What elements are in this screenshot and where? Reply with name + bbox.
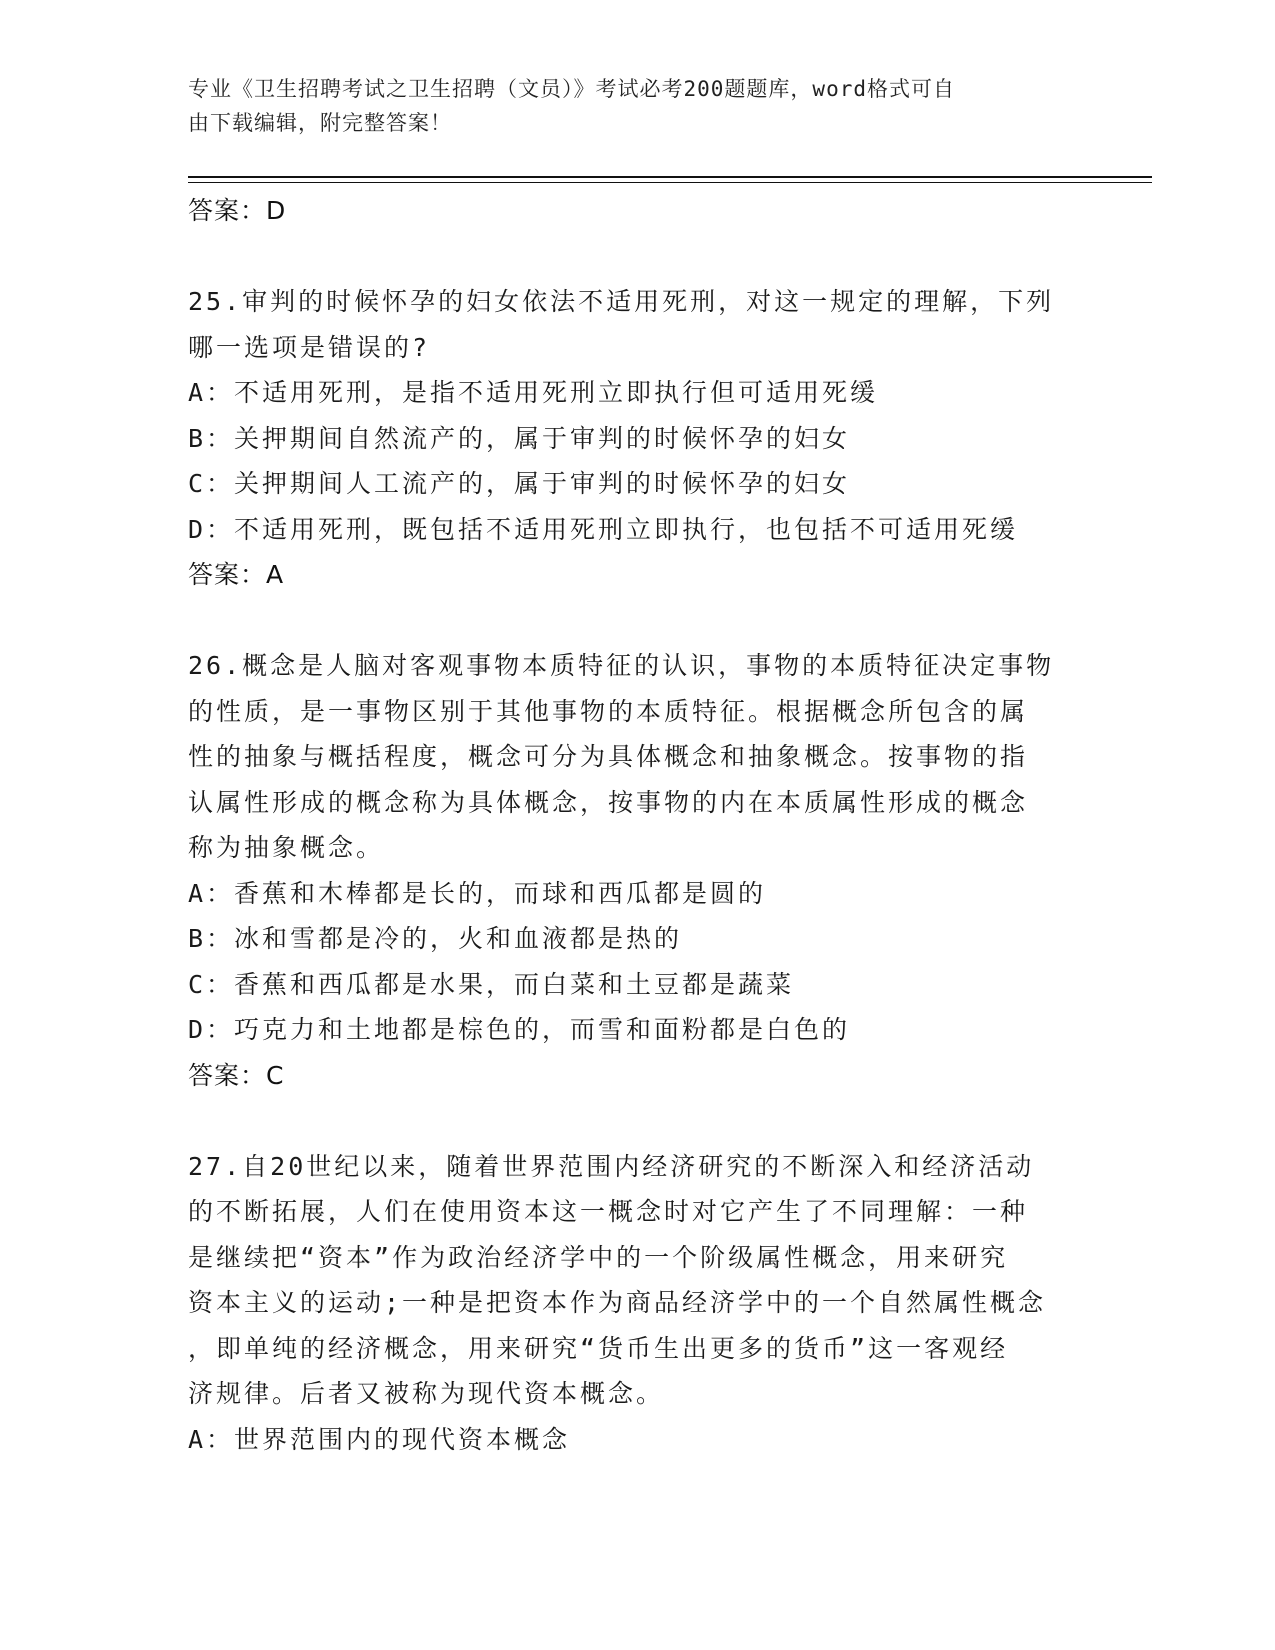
question-26-line-4: 认属性形成的概念称为具体概念，按事物的内在本质属性形成的概念 — [188, 787, 1029, 817]
question-26-line-5: 称为抽象概念。 — [188, 833, 385, 862]
question-27-line-1: 27.自20世纪以来，随着世界范围内经济研究的不断深入和经济活动 — [188, 1151, 1035, 1181]
answer-26: 答案：C — [188, 1060, 285, 1090]
header-rule-thin — [188, 182, 1152, 183]
question-25-option-c: C：关押期间人工流产的，属于审判的时候怀孕的妇女 — [188, 469, 851, 498]
header-rule-thick — [188, 176, 1152, 178]
question-25-option-a: A：不适用死刑，是指不适用死刑立即执行但可适用死缓 — [188, 378, 879, 407]
question-25-line-1: 25.审判的时候怀孕的妇女依法不适用死刑，对这一规定的理解，下列 — [188, 287, 1055, 316]
question-26 — [188, 643, 1088, 1098]
question-26-option-a: A：香蕉和木棒都是长的，而球和西瓜都是圆的 — [188, 878, 767, 908]
answer-24: 答案：D — [188, 196, 287, 225]
question-27 — [188, 1144, 1088, 1463]
question-27-line-3: 是继续把“资本”作为政治经济学中的一个阶级属性概念，用来研究 — [188, 1242, 1009, 1272]
header-line-2: 由下载编辑，附完整答案！ — [188, 111, 452, 135]
spacer — [188, 598, 1088, 644]
question-26-line-2: 的性质，是一事物区别于其他事物的本质特征。根据概念所包含的属 — [188, 696, 1029, 726]
question-26-line-3: 性的抽象与概括程度，概念可分为具体概念和抽象概念。按事物的指 — [188, 742, 1029, 771]
question-26-option-b: B：冰和雪都是冷的，火和血液都是热的 — [188, 924, 683, 953]
question-27-line-4: 资本主义的运动;一种是把资本作为商品经济学中的一个自然属性概念 — [188, 1288, 1047, 1317]
question-content — [188, 188, 1088, 1462]
header-line-1: 专业《卫生招聘考试之卫生招聘（文员）》考试必考200题题库，word格式可自 — [188, 77, 955, 101]
question-27-option-a: A：世界范围内的现代资本概念 — [188, 1424, 571, 1454]
spacer — [188, 1098, 1088, 1144]
page-header — [188, 72, 1068, 140]
question-26-option-d: D：巧克力和土地都是棕色的，而雪和面粉都是白色的 — [188, 1015, 851, 1044]
question-27-line-6: 济规律。后者又被称为现代资本概念。 — [188, 1379, 665, 1408]
question-25 — [188, 279, 1088, 598]
question-27-line-2: 的不断拓展，人们在使用资本这一概念时对它产生了不同理解：一种 — [188, 1197, 1029, 1226]
question-26-line-1: 26.概念是人脑对客观事物本质特征的认识，事物的本质特征决定事物 — [188, 651, 1055, 680]
answer-25: 答案：A — [188, 560, 285, 589]
question-25-line-2: 哪一选项是错误的? — [188, 332, 431, 362]
question-25-option-d: D：不适用死刑，既包括不适用死刑立即执行，也包括不可适用死缓 — [188, 514, 1019, 544]
spacer — [188, 234, 1088, 280]
question-26-option-c: C：香蕉和西瓜都是水果，而白菜和土豆都是蔬菜 — [188, 969, 795, 999]
question-25-option-b: B：关押期间自然流产的，属于审判的时候怀孕的妇女 — [188, 423, 851, 453]
question-27-line-5: ，即单纯的经济概念，用来研究“货币生出更多的货币”这一客观经 — [188, 1333, 1009, 1363]
